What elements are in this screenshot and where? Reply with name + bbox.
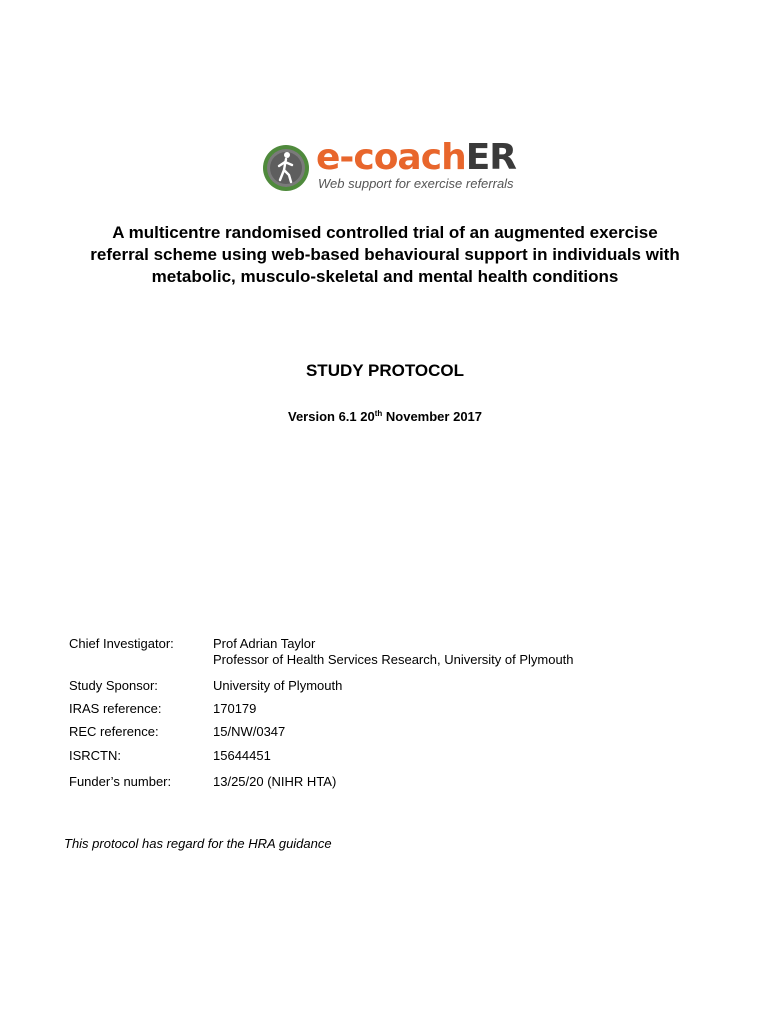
version-superscript: th	[374, 409, 383, 418]
study-sponsor-label: Study Sponsor:	[69, 678, 158, 693]
funders-number-label: Funder’s number:	[69, 774, 172, 789]
study-sponsor-value: University of Plymouth	[213, 678, 343, 693]
hra-guidance-note: This protocol has regard for the HRA guidance	[64, 836, 332, 851]
version-line	[0, 409, 770, 424]
rec-reference-label: REC reference:	[69, 724, 159, 739]
logo-tagline: Web support for exercise referrals	[318, 176, 514, 191]
iras-reference-label: IRAS reference:	[69, 701, 162, 716]
chief-investigator-role: Professor of Health Services Research, University of Plymouth	[213, 652, 574, 667]
logo-wordmark-er: ER	[465, 137, 517, 178]
isrctn-value: 15644451	[213, 748, 271, 763]
isrctn-label: ISRCTN:	[69, 748, 121, 763]
version-suffix: November 2017	[382, 409, 483, 424]
logo-wordmark-ecoach: e-coach	[316, 137, 466, 178]
title-line-2: referral scheme using web-based behavioural support in individuals with	[90, 245, 680, 264]
title-line-3: metabolic, musculo-skeletal and mental health conditions	[151, 267, 619, 286]
title-line-1: A multicentre randomised controlled trial of an augmented exercise	[112, 223, 658, 242]
iras-reference-value: 170179	[213, 701, 257, 716]
chief-investigator-name: Prof Adrian Taylor	[213, 636, 316, 651]
document-title	[40, 222, 730, 288]
chief-investigator-value	[213, 636, 709, 668]
version-prefix: Version 6.1 20	[287, 409, 375, 424]
logo-wordmark	[316, 138, 516, 178]
rec-reference-value: 15/NW/0347	[213, 724, 286, 739]
protocol-heading: STUDY PROTOCOL	[305, 361, 465, 380]
ecoacher-logo	[262, 137, 522, 196]
chief-investigator-label: Chief Investigator:	[69, 636, 174, 651]
funders-number-value: 13/25/20 (NIHR HTA)	[213, 774, 337, 789]
runner-ring-icon	[262, 144, 310, 192]
